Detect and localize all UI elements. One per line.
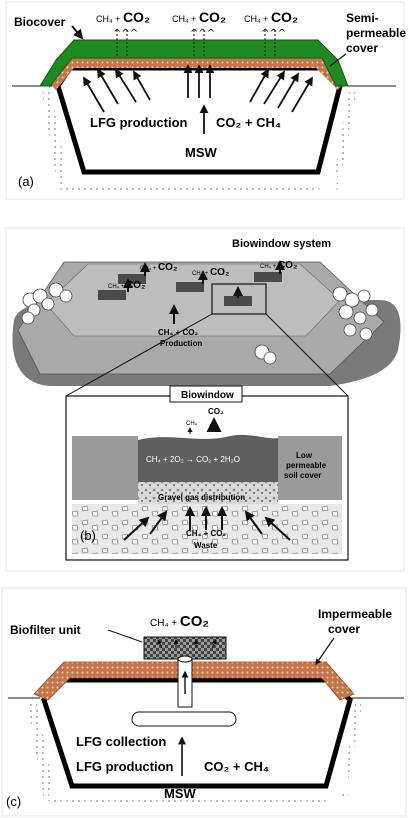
biowindow-square-4 bbox=[98, 290, 126, 300]
semi-cover-label-2: permeable bbox=[346, 26, 407, 40]
panel-b-label: (b) bbox=[80, 528, 96, 543]
gravel-label: Gravel gas distribution bbox=[158, 493, 246, 502]
semi-cover-label-1: Semi- bbox=[346, 11, 379, 25]
low-perm-label-3: soil cover bbox=[284, 471, 322, 480]
emission-label-c: CH₄ + CO₂ bbox=[150, 613, 210, 630]
panel-a bbox=[6, 2, 406, 199]
emission-arrows-a: ^^^ bbox=[113, 28, 139, 39]
emission-label-b4: CH₄ + CO₂ bbox=[108, 280, 146, 291]
inset-co2-label: CO₂ bbox=[208, 407, 224, 416]
waste-label: Waste bbox=[194, 541, 218, 550]
lfg-production-label-c: LFG production bbox=[76, 759, 174, 774]
low-perm-label-1: Low bbox=[296, 451, 312, 460]
emission-label-b2: CH₄ + CO₂ bbox=[192, 267, 230, 278]
inset-ch4-label: CH₄ bbox=[186, 421, 198, 427]
reaction-label: CH₄ + 2O₂ → CO₂ + 2H₂O bbox=[146, 455, 240, 464]
emission-label-3: CH₄ + CO₂ bbox=[244, 9, 299, 25]
biowindow-system-title: Biowindow system bbox=[232, 238, 332, 250]
inset-title: Biowindow bbox=[181, 390, 234, 401]
impermeable-pointer bbox=[316, 638, 334, 664]
biofilter-unit-label: Biofilter unit bbox=[10, 623, 81, 637]
biofilter-pointer bbox=[108, 630, 142, 642]
horizontal-pipe bbox=[132, 712, 236, 726]
msw-label-c: MSW bbox=[164, 786, 196, 801]
panel-c bbox=[2, 588, 406, 816]
lfg-production-label-a: LFG production bbox=[90, 115, 188, 130]
impermeable-label-1: Impermeable bbox=[318, 607, 393, 621]
low-perm-label-2: permeable bbox=[286, 461, 327, 470]
production-gas-label: CH₄ + CO₂ bbox=[158, 328, 199, 337]
emission-arrows-b: ^^^ bbox=[190, 28, 216, 39]
low-permeable-soil-left bbox=[72, 436, 138, 500]
production-label: Production bbox=[160, 339, 203, 348]
pipe-top bbox=[178, 656, 192, 662]
panel-b bbox=[6, 228, 404, 571]
panel-a-label: (a) bbox=[18, 174, 34, 189]
emission-label-b3: CH₄ + CO₂ bbox=[260, 260, 298, 271]
msw-label-a: MSW bbox=[185, 145, 217, 160]
waste-gas-label: CH₄ + CO₂ bbox=[186, 529, 227, 538]
emission-label-1: CH₄ + CO₂ bbox=[96, 9, 151, 25]
emission-label-b1: CH₄ + CO₂ bbox=[140, 262, 178, 273]
impermeable-label-2: cover bbox=[328, 622, 361, 636]
gas-label-a: CO₂ + CH₄ bbox=[216, 115, 282, 130]
biowindow-square-2 bbox=[176, 282, 204, 292]
semi-cover-label-3: cover bbox=[346, 41, 379, 55]
biocover-label: Biocover bbox=[14, 15, 66, 29]
emission-arrows-c: ^^^ bbox=[261, 28, 287, 39]
panel-c-label: (c) bbox=[6, 794, 22, 809]
lfg-collection-label: LFG collection bbox=[76, 734, 167, 749]
emission-label-2: CH₄ + CO₂ bbox=[172, 9, 227, 25]
gas-label-c: CO₂ + CH₄ bbox=[204, 759, 270, 774]
biocover-pointer bbox=[72, 26, 82, 38]
biowindow-square-3 bbox=[254, 272, 282, 282]
